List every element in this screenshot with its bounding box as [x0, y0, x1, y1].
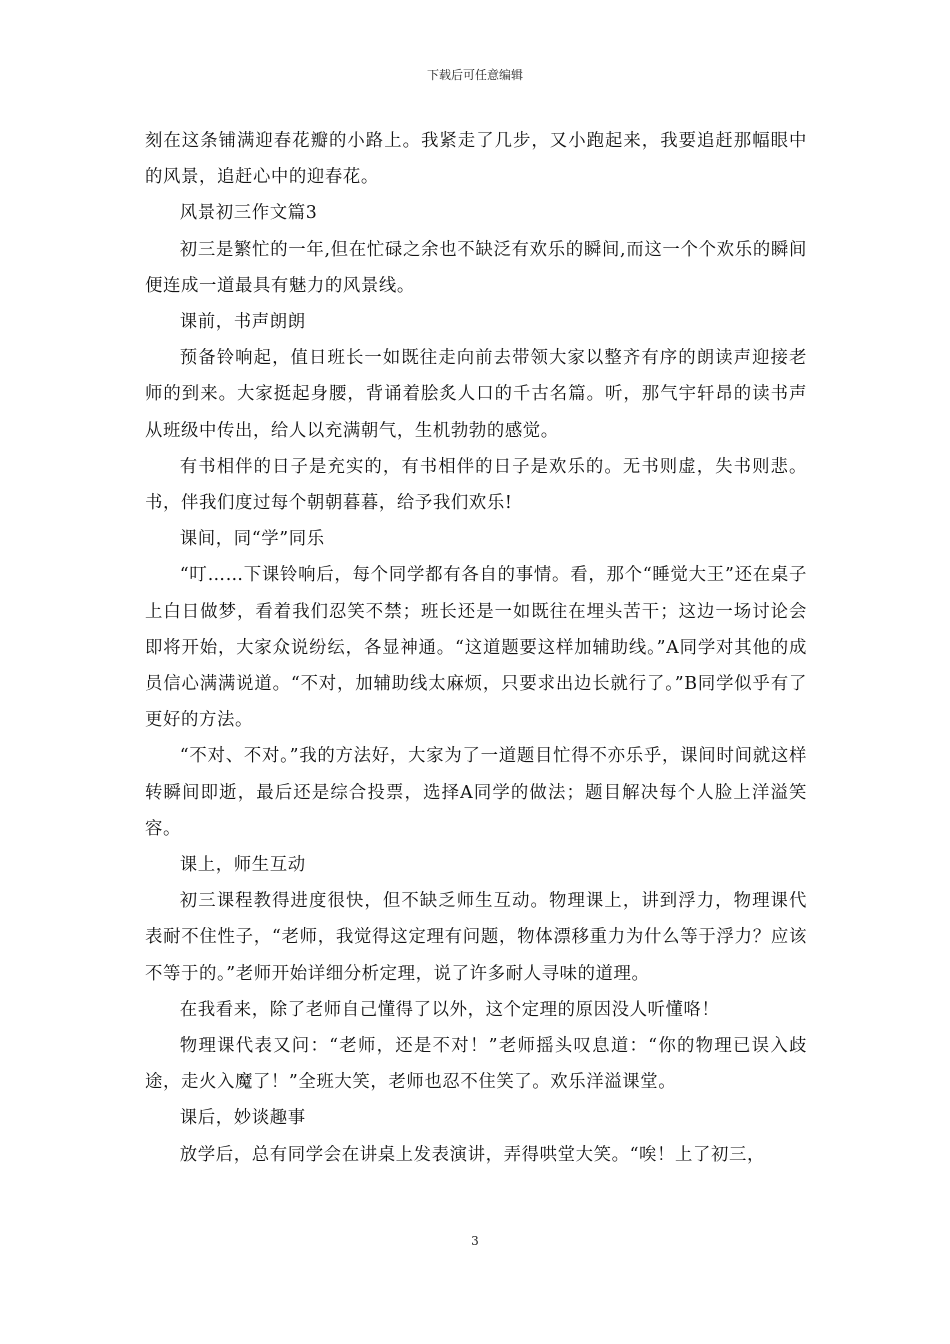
- paragraph: 刻在这条铺满迎春花瓣的小路上。我紧走了几步，又小跑起来，我要追赶那幅眼中的风景，追赶心中的迎春花。: [145, 131, 807, 188]
- section-title: 风景初三作文篇3: [179, 203, 318, 224]
- section-heading: 课上，师生互动: [179, 855, 306, 876]
- section-heading: 课前，书声朗朗: [179, 312, 306, 333]
- paragraph: 物理课代表又问：“老师，还是不对！”老师摇头叹息道：“你的物理已误入歧途，走火入魔了！”全班大笑，老师也忍不住笑了。欢乐洋溢课堂。: [145, 1036, 807, 1093]
- paragraph: 预备铃响起，值日班长一如既往走向前去带领大家以整齐有序的朗读声迎接老师的到来。大家挺起身腰，背诵着脍炙人口的千古名篇。听，那气宇轩昂的读书声从班级中传出，给人以充满朝气，生机勃勃的感觉。: [145, 348, 807, 441]
- paragraph: 有书相伴的日子是充实的，有书相伴的日子是欢乐的。无书则虚，失书则悲。书，伴我们度过每个朝朝暮暮，给予我们欢乐!: [145, 456, 807, 514]
- paragraph: “叮……下课铃响后，每个同学都有各自的事情。看，那个“睡觉大王”还在桌子上白日做梦，看着我们忍笑不禁；班长还是一如既往在埋头苦干；这边一场讨论会即将开始，大家众说纷纭，各显神通。“这道题要这样加辅助线。”A同学对其他的成员信心满满说道。“不对，加辅助线太麻烦，只要求出边长就行了。”B同学似乎有了更好的方法。: [145, 565, 807, 731]
- page-number: 3: [471, 1234, 479, 1248]
- section-heading: 课后，妙谈趣事: [179, 1108, 306, 1129]
- paragraph: 在我看来，除了老师自己懂得了以外，这个定理的原因没人听懂咯！: [179, 999, 720, 1020]
- page-header: 下载后可任意编辑: [426, 68, 523, 82]
- paragraph: 初三课程教得进度很快，但不缺乏师生互动。物理课上，讲到浮力，物理课代表耐不住性子，“老师，我觉得这定理有问题，物体漂移重力为什么等于浮力？应该不等于的。”老师开始详细分析定理，说了许多耐人寻味的道理。: [145, 891, 807, 984]
- paragraph: 放学后，总有同学会在讲桌上发表演讲，弄得哄堂大笑。“唉！上了初三，: [179, 1144, 765, 1165]
- section-heading: 课间，同“学”同乐: [179, 529, 325, 550]
- paragraph: 初三是繁忙的一年,但在忙碌之余也不缺泛有欢乐的瞬间,而这一个个欢乐的瞬间便连成一道最具有魅力的风景线。: [145, 239, 807, 296]
- document-body: [145, 123, 807, 1173]
- paragraph: “不对、不对。”我的方法好，大家为了一道题目忙得不亦乐乎，课间时间就这样转瞬间即逝，最后还是综合投票，选择A同学的做法；题目解决每个人脸上洋溢笑容。: [145, 746, 807, 839]
